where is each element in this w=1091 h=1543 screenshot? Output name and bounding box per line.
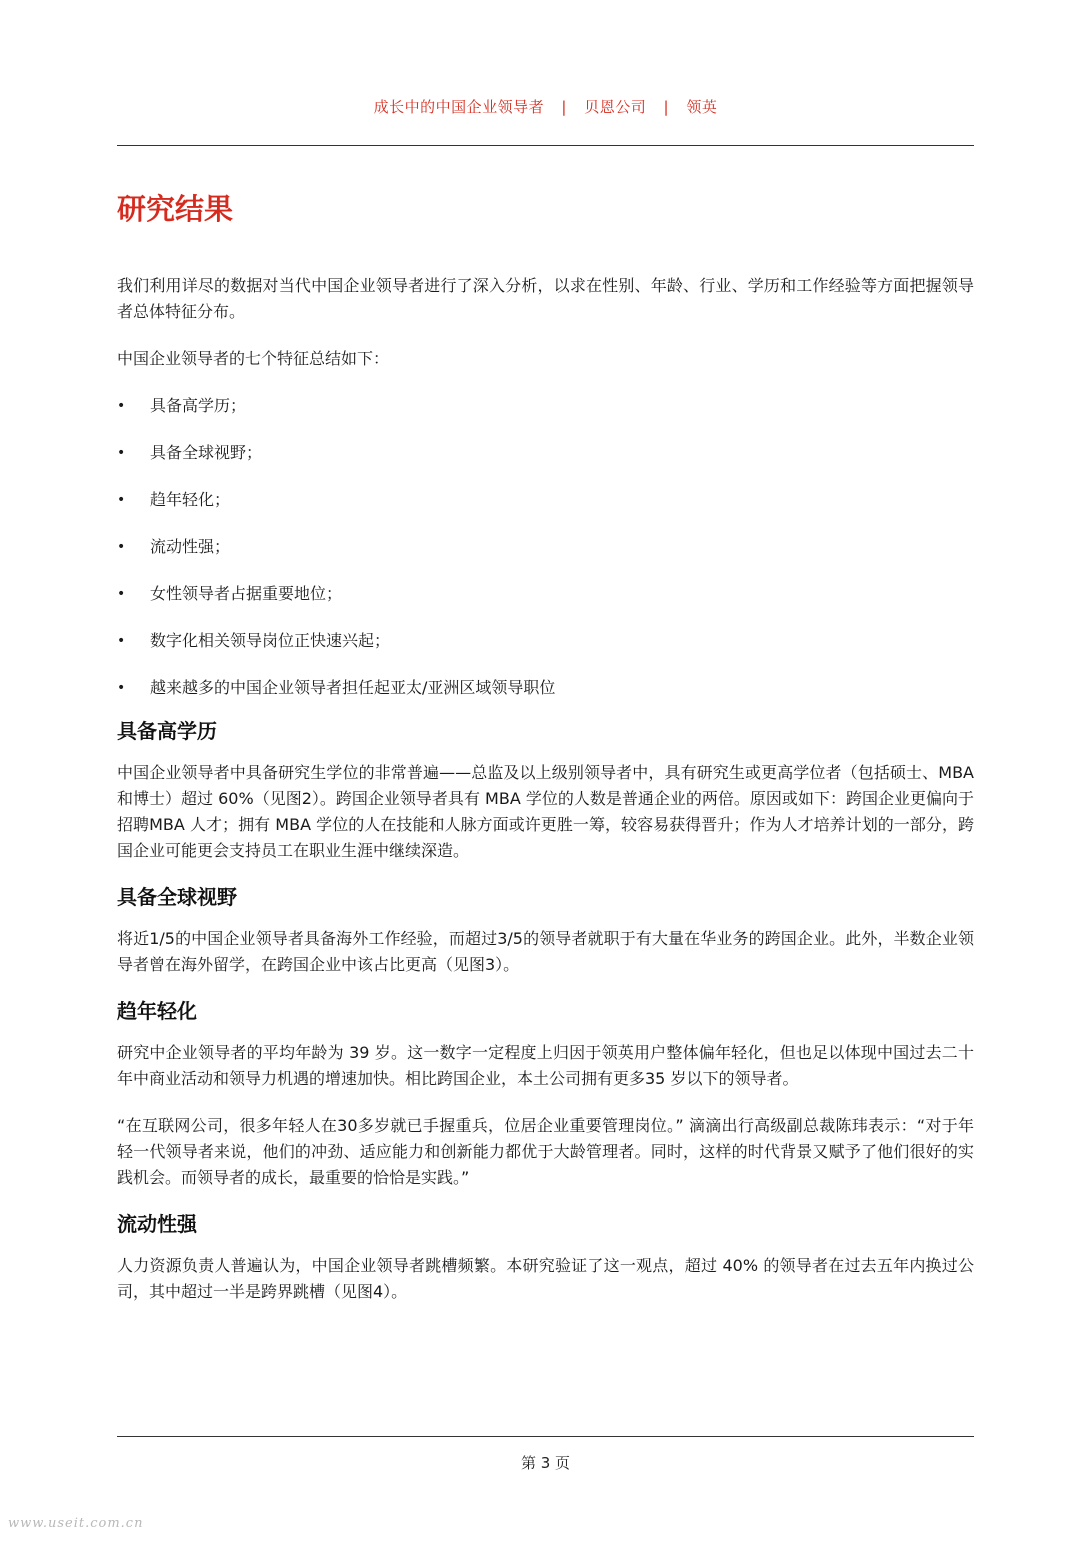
list-item [117,675,974,701]
header-company-linkedin: 领英 [686,98,718,116]
bullet-icon: • [117,585,126,602]
section-heading-younger: 趋年轻化 [117,998,197,1023]
bullet-icon: • [117,632,126,649]
section-heading-global-vision: 具备全球视野 [117,884,237,909]
main-content [117,192,974,1326]
bullet-icon: • [117,444,126,461]
list-item-text: 流动性强； [150,536,231,556]
page-title: 研究结果 [117,192,234,226]
list-item [117,534,974,560]
section-paragraph: 将近1/5的中国企业领导者具备海外工作经验，而超过3/5的领导者就职于有大量在华业务的跨国企业。此外，半数企业领导者曾在海外留学，在跨国企业中该占比更高（见图3）。 [117,928,974,974]
running-header [0,96,1091,117]
list-item-text: 女性领导者占据重要地位； [150,583,343,603]
bullet-icon: • [117,397,126,414]
header-separator: | [561,98,567,116]
bullet-icon: • [117,679,126,696]
list-item [117,393,974,419]
list-item [117,628,974,654]
bullet-icon: • [117,538,126,555]
footer-divider [117,1436,974,1437]
header-company-bain: 贝恩公司 [584,98,647,116]
intro-paragraph: 我们利用详尽的数据对当代中国企业领导者进行了深入分析，以求在性别、年龄、行业、学历和工作经验等方面把握领导者总体特征分布。 [117,275,974,321]
section-heading-education: 具备高学历 [117,718,217,743]
watermark: www.useit.com.cn [8,1516,144,1531]
list-item [117,487,974,513]
list-item [117,440,974,466]
section-quote-paragraph: “在互联网公司，很多年轻人在30多岁就已手握重兵，位居企业重要管理岗位。” 滴滴出行高级副总裁陈玮表示：“对于年轻一代领导者来说，他们的冲劲、适应能力和创新能力都优于大龄管理者。同时，这样的时代背景又赋予了他们很好的实践机会。而领导者的成长，最重要的恰恰是实践。” [117,1115,974,1187]
trait-list [117,393,974,701]
section-paragraph: 中国企业领导者中具备研究生学位的非常普遍——总监及以上级别领导者中，具有研究生或更高学位者（包括硕士、MBA 和博士）超过 60%（见图2）。跨国企业领导者具有 MBA 学位的人数是普通企业的两倍。原因或如下：跨国企业更偏向于招聘MBA 人才；拥有 MBA 学位的人在技能和人脉方面或许更胜一筹，较容易获得晋升；作为人才培养计划的一部分，跨国企业可能更会支持员工在职业生涯中继续深造。 [117,762,974,860]
list-item [117,581,974,607]
section-heading-mobility: 流动性强 [117,1211,197,1236]
list-item-text: 具备高学历； [150,395,247,415]
list-item-text: 具备全球视野； [150,442,263,462]
list-item-text: 趋年轻化； [150,489,231,509]
list-item-text: 越来越多的中国企业领导者担任起亚太/亚洲区域领导职位 [150,677,556,697]
header-separator: | [663,98,670,116]
intro-paragraph: 中国企业领导者的七个特征总结如下： [117,348,390,368]
page-number: 第 3 页 [520,1454,571,1472]
list-item-text: 数字化相关领导岗位正快速兴起； [150,630,391,650]
header-report-title: 成长中的中国企业领导者 [373,98,545,116]
section-paragraph: 人力资源负责人普遍认为，中国企业领导者跳槽频繁。本研究验证了这一观点，超过 40% 的领导者在过去五年内换过公司，其中超过一半是跨界跳槽（见图4）。 [117,1255,974,1301]
header-divider [117,145,974,146]
bullet-icon: • [117,491,126,508]
section-paragraph: 研究中企业领导者的平均年龄为 39 岁。这一数字一定程度上归因于领英用户整体偏年轻化，但也足以体现中国过去二十年中商业活动和领导力机遇的增速加快。相比跨国企业，本土公司拥有更多35 岁以下的领导者。 [117,1042,974,1088]
